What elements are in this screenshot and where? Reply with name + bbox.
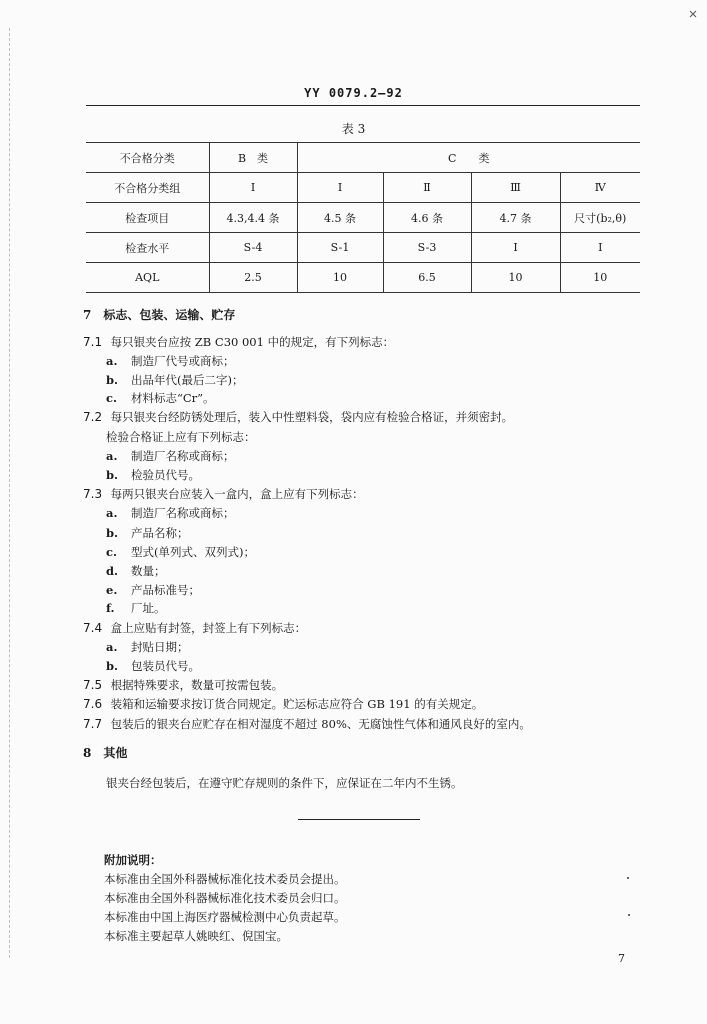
section-8-title: 8 其他 — [83, 746, 128, 760]
clause-7-7 — [83, 716, 531, 732]
table-cell: 4.6 条 — [383, 203, 471, 233]
table-cell: 4.5 条 — [297, 203, 383, 233]
notes-title: 附加说明： — [104, 853, 162, 867]
item-label: d. — [106, 564, 119, 578]
item-text: 产品标准号； — [131, 583, 200, 597]
table-row — [86, 263, 640, 293]
item-text: 制造厂名称或商标； — [131, 449, 235, 463]
list-item — [106, 505, 235, 521]
list-item — [106, 353, 235, 369]
item-label: a. — [106, 640, 118, 654]
table-cell: S-4 — [209, 233, 297, 263]
clause-7-1 — [83, 334, 394, 350]
table-cell: 2.5 — [209, 263, 297, 293]
item-text: 数量； — [131, 564, 166, 578]
row-header: AQL — [86, 263, 209, 293]
list-item — [106, 600, 166, 616]
clause-7-2 — [83, 409, 513, 425]
item-text: 检验员代号。 — [131, 468, 200, 482]
inspection-table — [86, 142, 640, 293]
table-cell: 4.7 条 — [471, 203, 560, 233]
table-cell: Ⅰ — [560, 233, 640, 263]
table-row — [86, 173, 640, 203]
clause-7-5 — [83, 677, 283, 693]
table-cell: Ⅲ — [471, 173, 560, 203]
clause-text: 包装后的银夹台应贮存在相对湿度不超过 80%、无腐蚀性气体和通风良好的室内。 — [110, 717, 531, 731]
list-item — [106, 372, 243, 388]
row-header: 检查项目 — [86, 203, 209, 233]
item-label: a. — [106, 449, 118, 463]
clause-text: 盒上应贴有封签，封签上有下列标志： — [110, 621, 307, 635]
list-item — [106, 544, 255, 560]
table-cell: B 类 — [209, 143, 297, 173]
table-cell: Ⅰ — [297, 173, 383, 203]
table-cell: 尺寸(b₂,θ) — [560, 203, 640, 233]
list-item — [106, 390, 215, 406]
table-cell: 4.3,4.4 条 — [209, 203, 297, 233]
item-text: 型式(单列式、双列式)； — [131, 545, 255, 559]
list-item — [106, 582, 200, 598]
table-cell: 10 — [471, 263, 560, 293]
table-cell: 10 — [560, 263, 640, 293]
list-item — [106, 525, 189, 541]
item-text: 制造厂名称或商标； — [131, 506, 235, 520]
item-label: f. — [106, 601, 115, 615]
item-text: 制造厂代号或商标； — [131, 354, 235, 368]
item-label: e. — [106, 583, 118, 597]
section-8-text: 银夹台经包装后，在遵守贮存规则的条件下，应保证在二年内不生锈。 — [106, 776, 463, 790]
item-label: c. — [106, 545, 118, 559]
table-cell: 6.5 — [383, 263, 471, 293]
table-cell: S-1 — [297, 233, 383, 263]
item-label: a. — [106, 506, 118, 520]
scan-speck — [628, 914, 630, 916]
item-label: b. — [106, 526, 119, 540]
clause-number: 7.3 — [83, 487, 103, 501]
list-item — [106, 639, 189, 655]
table-caption: 表 3 — [341, 122, 366, 136]
item-text: 封贴日期； — [131, 640, 189, 654]
table-cell: 10 — [297, 263, 383, 293]
list-item — [106, 658, 200, 674]
note-line: 本标准由全国外科器械标准化技术委员会提出。 — [104, 872, 346, 886]
item-text: 材料标志“Cr”。 — [131, 391, 215, 405]
header-rule — [86, 105, 640, 106]
clause-text: 每只银夹台应按 ZB C30 001 中的规定，有下列标志： — [110, 335, 395, 349]
corner-mark-icon — [689, 10, 697, 18]
section-7-title: 7 标志、包装、运输、贮存 — [83, 308, 236, 322]
item-text: 厂址。 — [131, 601, 166, 615]
scan-speck — [627, 877, 629, 879]
item-label: b. — [106, 373, 119, 387]
divider-rule — [298, 819, 420, 820]
table-cell: C 类 — [297, 143, 640, 173]
clause-continuation: 检验合格证上应有下列标志： — [106, 430, 256, 444]
table-cell: S-3 — [383, 233, 471, 263]
clause-text: 根据特殊要求，数量可按需包装。 — [110, 678, 284, 692]
table-cell: Ⅳ — [560, 173, 640, 203]
list-item — [106, 467, 200, 483]
clause-7-4 — [83, 620, 306, 636]
item-text: 包装员代号。 — [131, 659, 200, 673]
item-label: a. — [106, 354, 118, 368]
clause-number: 7.5 — [83, 678, 103, 692]
item-text: 出品年代(最后二字)； — [131, 373, 244, 387]
clause-7-6 — [83, 696, 483, 712]
item-text: 产品名称； — [131, 526, 189, 540]
table-cell: Ⅰ — [209, 173, 297, 203]
clause-number: 7.4 — [83, 621, 103, 635]
note-line: 本标准主要起草人姚映红、倪国宝。 — [104, 929, 288, 943]
table-row — [86, 203, 640, 233]
table-cell: Ⅱ — [383, 173, 471, 203]
row-header: 检查水平 — [86, 233, 209, 263]
scan-edge-line — [9, 28, 10, 958]
clause-number: 7.7 — [83, 717, 103, 731]
item-label: c. — [106, 391, 118, 405]
item-label: b. — [106, 659, 119, 673]
table-cell: Ⅰ — [471, 233, 560, 263]
clause-text: 每只银夹台经防锈处理后，装入中性塑料袋，袋内应有检验合格证，并须密封。 — [110, 410, 514, 424]
list-item — [106, 448, 235, 464]
clause-number: 7.1 — [83, 335, 103, 349]
item-label: b. — [106, 468, 119, 482]
clause-number: 7.2 — [83, 410, 103, 424]
standard-code-header: YY 0079.2—92 — [304, 86, 403, 100]
list-item — [106, 563, 166, 579]
table-row — [86, 233, 640, 263]
clause-7-3 — [83, 486, 364, 502]
note-line: 本标准由中国上海医疗器械检测中心负责起草。 — [104, 910, 346, 924]
row-header: 不合格分类 — [86, 143, 209, 173]
page-number: 7 — [618, 952, 625, 965]
note-line: 本标准由全国外科器械标准化技术委员会归口。 — [104, 891, 346, 905]
clause-text: 装箱和运输要求按订货合同规定。贮运标志应符合 GB 191 的有关规定。 — [110, 697, 484, 711]
table-row — [86, 143, 640, 173]
clause-text: 每两只银夹台应装入一盒内，盒上应有下列标志： — [110, 487, 364, 501]
clause-number: 7.6 — [83, 697, 103, 711]
row-header: 不合格分类组 — [86, 173, 209, 203]
